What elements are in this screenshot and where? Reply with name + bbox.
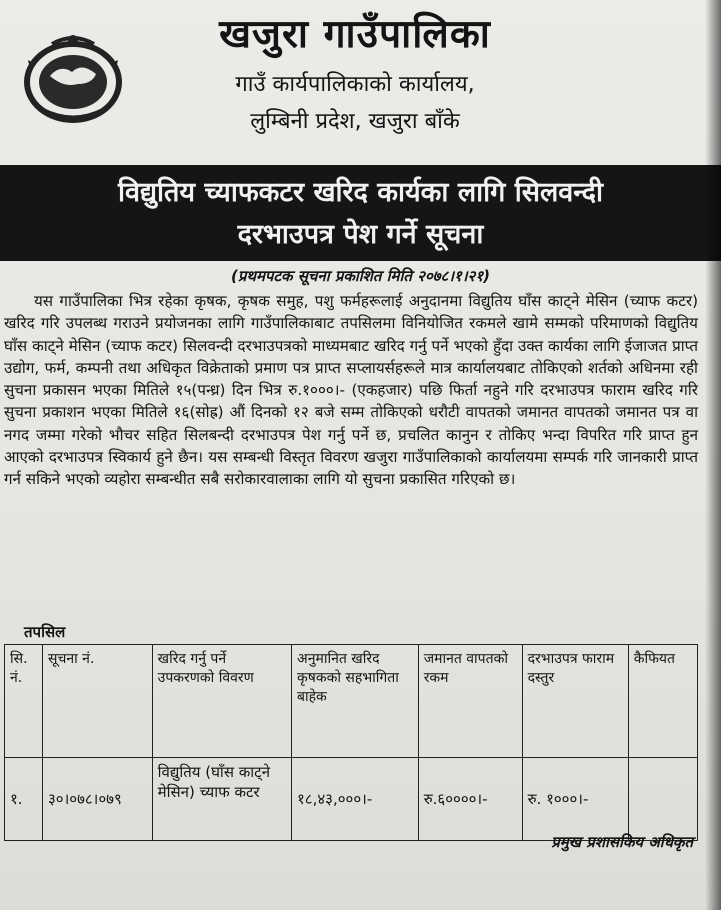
header-description: खरिद गर्नु पर्ने उपकरणको विवरण: [152, 645, 291, 758]
cell-guarantee: रु.६००००।-: [418, 758, 522, 841]
header-remarks: कैफियत: [628, 645, 697, 758]
header-sn: सि. नं.: [5, 645, 43, 758]
cell-description: विद्युतिय (घाँस काट्ने मेसिन) च्याफ कटर: [152, 758, 291, 841]
header-notice-no: सूचना नं.: [42, 645, 152, 758]
header-estimate: अनुमानित खरिद कृषकको सहभागिता बाहेक: [292, 645, 419, 758]
notice-title-banner: [0, 165, 721, 261]
header-form-fee: दरभाउपत्र फाराम दस्तुर: [522, 645, 628, 758]
cell-notice-no: ३०।०७८।०७९: [42, 758, 152, 841]
banner-line-2: दरभाउपत्र पेश गर्ने सूचना: [237, 219, 484, 250]
notice-body: यस गाउँपालिका भित्र रहेका कृषक, कृषक समुह, पशु फर्महरूलाई अनुदानमा विद्युतिय घाँस काट्ने मेसिन (च्याफ कटर) खरिद गरि उपलब्ध गराउने प्रयोजनका लागि गाउँपालिकाबाट तपसिलमा विनियोजित रकमले खामे सम्मको परिमाणको विद्युतिय घाँस काट्ने मेसिन (च्याफ कटर) सिलवन्दी दरभाउपत्रको माध्यमबाट खरिद गर्नु पर्ने भएको हुँदा उक्त कार्यका लागि ईजाजत प्राप्त उद्योग, फर्म, कम्पनी तथा अधिकृत विक्रेताको प्रमाण पत्र प्राप्त सप्लायर्सहरूले मात्र कार्यालयबाट तोकिएको शर्तको अधिनमा रही सुचना प्रकासन भएका मितिले १५(पन्ध्र) दिन भित्र रु.१०००।- (एकहजार) पछि फिर्ता नहुने गरि दरभाउपत्र फाराम खरिद गरि सुचना प्रकाशन भएका मितिले १६(सोह्र) औं दिनको १२ बजे सम्म तोकिएको धरौटी वापतको जमानत वापतको जमानत पत्र वा नगद जम्मा गरेको भौचर सहित सिलबन्दी दरभाउपत्र पेश गर्नु पर्ने छ, प्रचलित कानुन र तोकिए भन्दा विपरित गरि प्राप्त हुन आएको दरभाउपत्र स्विकार्य हुने छैन। यस सम्बन्धी विस्तृत विवरण खजुरा गाउँपालिकाको कार्यालयमा सम्पर्क गरि जानकारी प्राप्त गर्न सकिने भएको व्यहोरा सम्बन्धीत सबै सरोकारवालाका लागि यो सुचना प्रकासित गरिएको छ।: [4, 292, 698, 489]
banner-line-1: विद्युतिय च्याफकटर खरिद कार्यका लागि सिलवन्दी: [118, 177, 603, 208]
schedule-table: [4, 644, 698, 841]
cell-estimate: १८,४३,०००।-: [292, 758, 419, 841]
signature: प्रमुख प्रशासकिय अधिकृत: [551, 833, 693, 851]
office-address: लुम्बिनी प्रदेश, खजुरा बाँके: [250, 109, 460, 134]
header: [150, 10, 560, 140]
cell-form-fee: रु. १०००।-: [522, 758, 628, 841]
cell-remarks: [628, 758, 697, 841]
schedule-label: तपसिल: [24, 623, 66, 641]
cell-sn: १.: [5, 758, 43, 841]
page-edge-shadow: [705, 0, 721, 910]
municipality-name: खजुरा गाउँपालिका: [219, 12, 491, 57]
publication-note: (प्रथमपटक सूचना प्रकाशित मिति २०७८।१।२१): [230, 267, 490, 285]
header-guarantee: जमानत वापतको रकम: [418, 645, 522, 758]
office-name: गाउँ कार्यपालिकाको कार्यालय,: [235, 72, 475, 97]
table-header-row: [5, 645, 698, 758]
table-row: [5, 758, 698, 841]
nepal-emblem-icon: [20, 30, 126, 126]
